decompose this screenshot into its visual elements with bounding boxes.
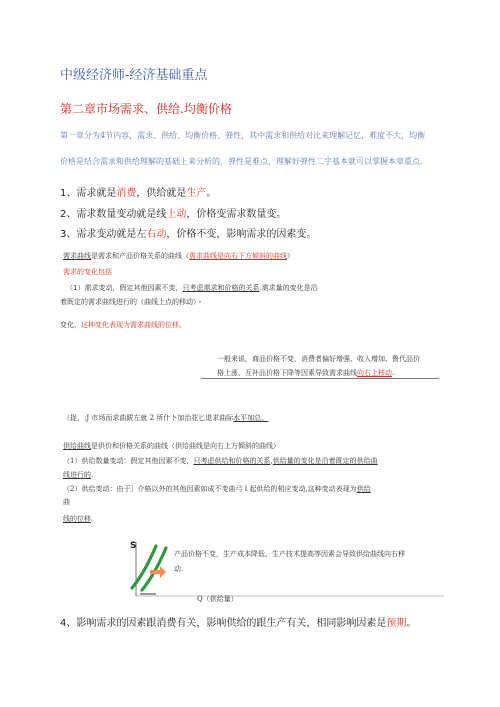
highlight-supply-term: 供给	[356, 485, 371, 493]
change-text: （1）需求变动，假定其他因素不变，	[66, 284, 183, 292]
term-demand-curve: 需求曲线	[63, 252, 91, 260]
demand-change-1	[66, 283, 318, 293]
graph-caption-line-1: 产品价格不变，生产成本降低、生产技术提高等因素会导致供给曲线向右移	[174, 550, 405, 558]
key-point-text: ，价格不变，影响需求的因素变。	[166, 229, 317, 240]
highlight-expectation: 预期	[386, 618, 407, 629]
demand-change-2	[60, 320, 186, 330]
supply-change-2-cont: 曲	[63, 498, 70, 506]
note-text: .	[392, 369, 395, 377]
note-underline-divider	[201, 378, 439, 379]
supply-change-1-cont	[63, 470, 93, 480]
highlight-shift-up-right: 向右上移动	[357, 369, 392, 377]
change-text: （2）供给变动：由于］介格以外的其他因素如成不变曲弓Ｉ起供给的相应变动,这种变动表现为	[63, 485, 357, 493]
highlight-along-curve: 供给量的变化是沿着既定的供给曲	[272, 457, 378, 465]
highlight-up-move: 上动	[166, 209, 187, 220]
definition-text: 是需求和产品价格关系的曲线（	[91, 252, 189, 260]
change-text: （1）供给数量变动：假定其他因素不变，	[63, 457, 194, 465]
highlight-along-curve-cont: 线进行的	[63, 471, 91, 479]
key-point-text: 3、需求变动就是左	[60, 229, 147, 240]
market-demand-note	[63, 413, 268, 423]
graph-caption-line-2: 动.	[174, 565, 184, 573]
highlight-supply-price: 只考虑供给和价格的关系	[193, 457, 271, 465]
document-title: 中级经济师-经济基础重点	[60, 68, 208, 83]
highlight-curve-shift: 线的位移	[63, 515, 91, 523]
key-point-text: ，价格变需求数量变。	[186, 209, 287, 220]
garbled-text: （捉，:J 市场而求曲跋左就 2 所什卜加治花匕退求曲际	[63, 414, 234, 422]
y-axis-label: S	[130, 541, 137, 551]
x-axis-label: Q（供给量）	[197, 595, 238, 603]
definition-text: 是供价和价格关系的曲线（供给曲线是向右上方倾斜的曲线）	[91, 442, 280, 450]
key-point-3	[60, 225, 316, 240]
highlight-curve-shift: 这种变化表现为需求曲线的位移。	[81, 321, 186, 329]
demand-curve-definition	[63, 251, 294, 261]
key-point-text: 2、需求数量变动就是线	[60, 209, 167, 220]
demand-change-title: 需求的变化包括	[63, 268, 112, 276]
supply-change-2	[63, 484, 371, 494]
change-text: ,	[270, 457, 273, 465]
highlight-consumption: 消费	[116, 188, 137, 199]
term-supply-curve: 供给曲线	[63, 442, 91, 450]
note-line-2	[217, 368, 394, 378]
supply-change-2-end	[63, 514, 98, 524]
definition-text: ）	[287, 252, 294, 260]
change-text: .需求量的变化是沿	[259, 284, 318, 292]
key-point-text: 1、需求就是	[60, 188, 117, 199]
supply-change-1	[63, 456, 378, 466]
change-text: 变化，	[60, 321, 81, 329]
highlight-right-move: 右动	[146, 229, 167, 240]
supply-curve-definition	[63, 441, 280, 451]
intro-line-2: 价格是结合需求和供给理解的基础上来分析的，弹性是难点，理解好弹性二字基本就可以掌握本章重点。	[60, 157, 428, 166]
highlight-demand-price: 只考虑需求和价格的关系	[182, 284, 260, 292]
highlight-demand-slope: 需求曲线是向右下方倾斜的曲线	[189, 252, 287, 260]
key-point-2	[60, 205, 286, 220]
highlight-horizontal-sum: 水平加总。	[233, 414, 269, 422]
key-point-text: 。	[406, 618, 417, 629]
chapter-heading: 第二章市场需求、供给.均衡价格	[60, 102, 232, 116]
demand-change-1-cont: 着既定的需求曲线进行的（曲线上点的移动）・	[60, 298, 204, 306]
change-text: .	[91, 471, 94, 479]
key-point-1	[60, 184, 216, 199]
note-text: 格上涨、互补品价格下降等因素导致需求曲线	[217, 369, 357, 377]
key-point-text: ，供给就是	[136, 188, 187, 199]
key-point-4	[60, 614, 416, 629]
highlight-production: 生产	[186, 188, 207, 199]
note-line-1: 一般来说，商品价格不变，消费者偏好增强、收入增加、鲁代品价	[217, 355, 420, 363]
key-point-text: 4、影响需求的因素跟消费有关，影响供给的跟生产有关，相同影响因素是	[60, 618, 387, 629]
change-text: 。	[91, 515, 98, 523]
intro-line-1: 第一章分为4节内容，需求、供给、均衡价格、弹性，其中需求和供给对比来理解记忆，难度不大，均衡	[60, 131, 426, 140]
key-point-text: 。	[206, 188, 217, 199]
